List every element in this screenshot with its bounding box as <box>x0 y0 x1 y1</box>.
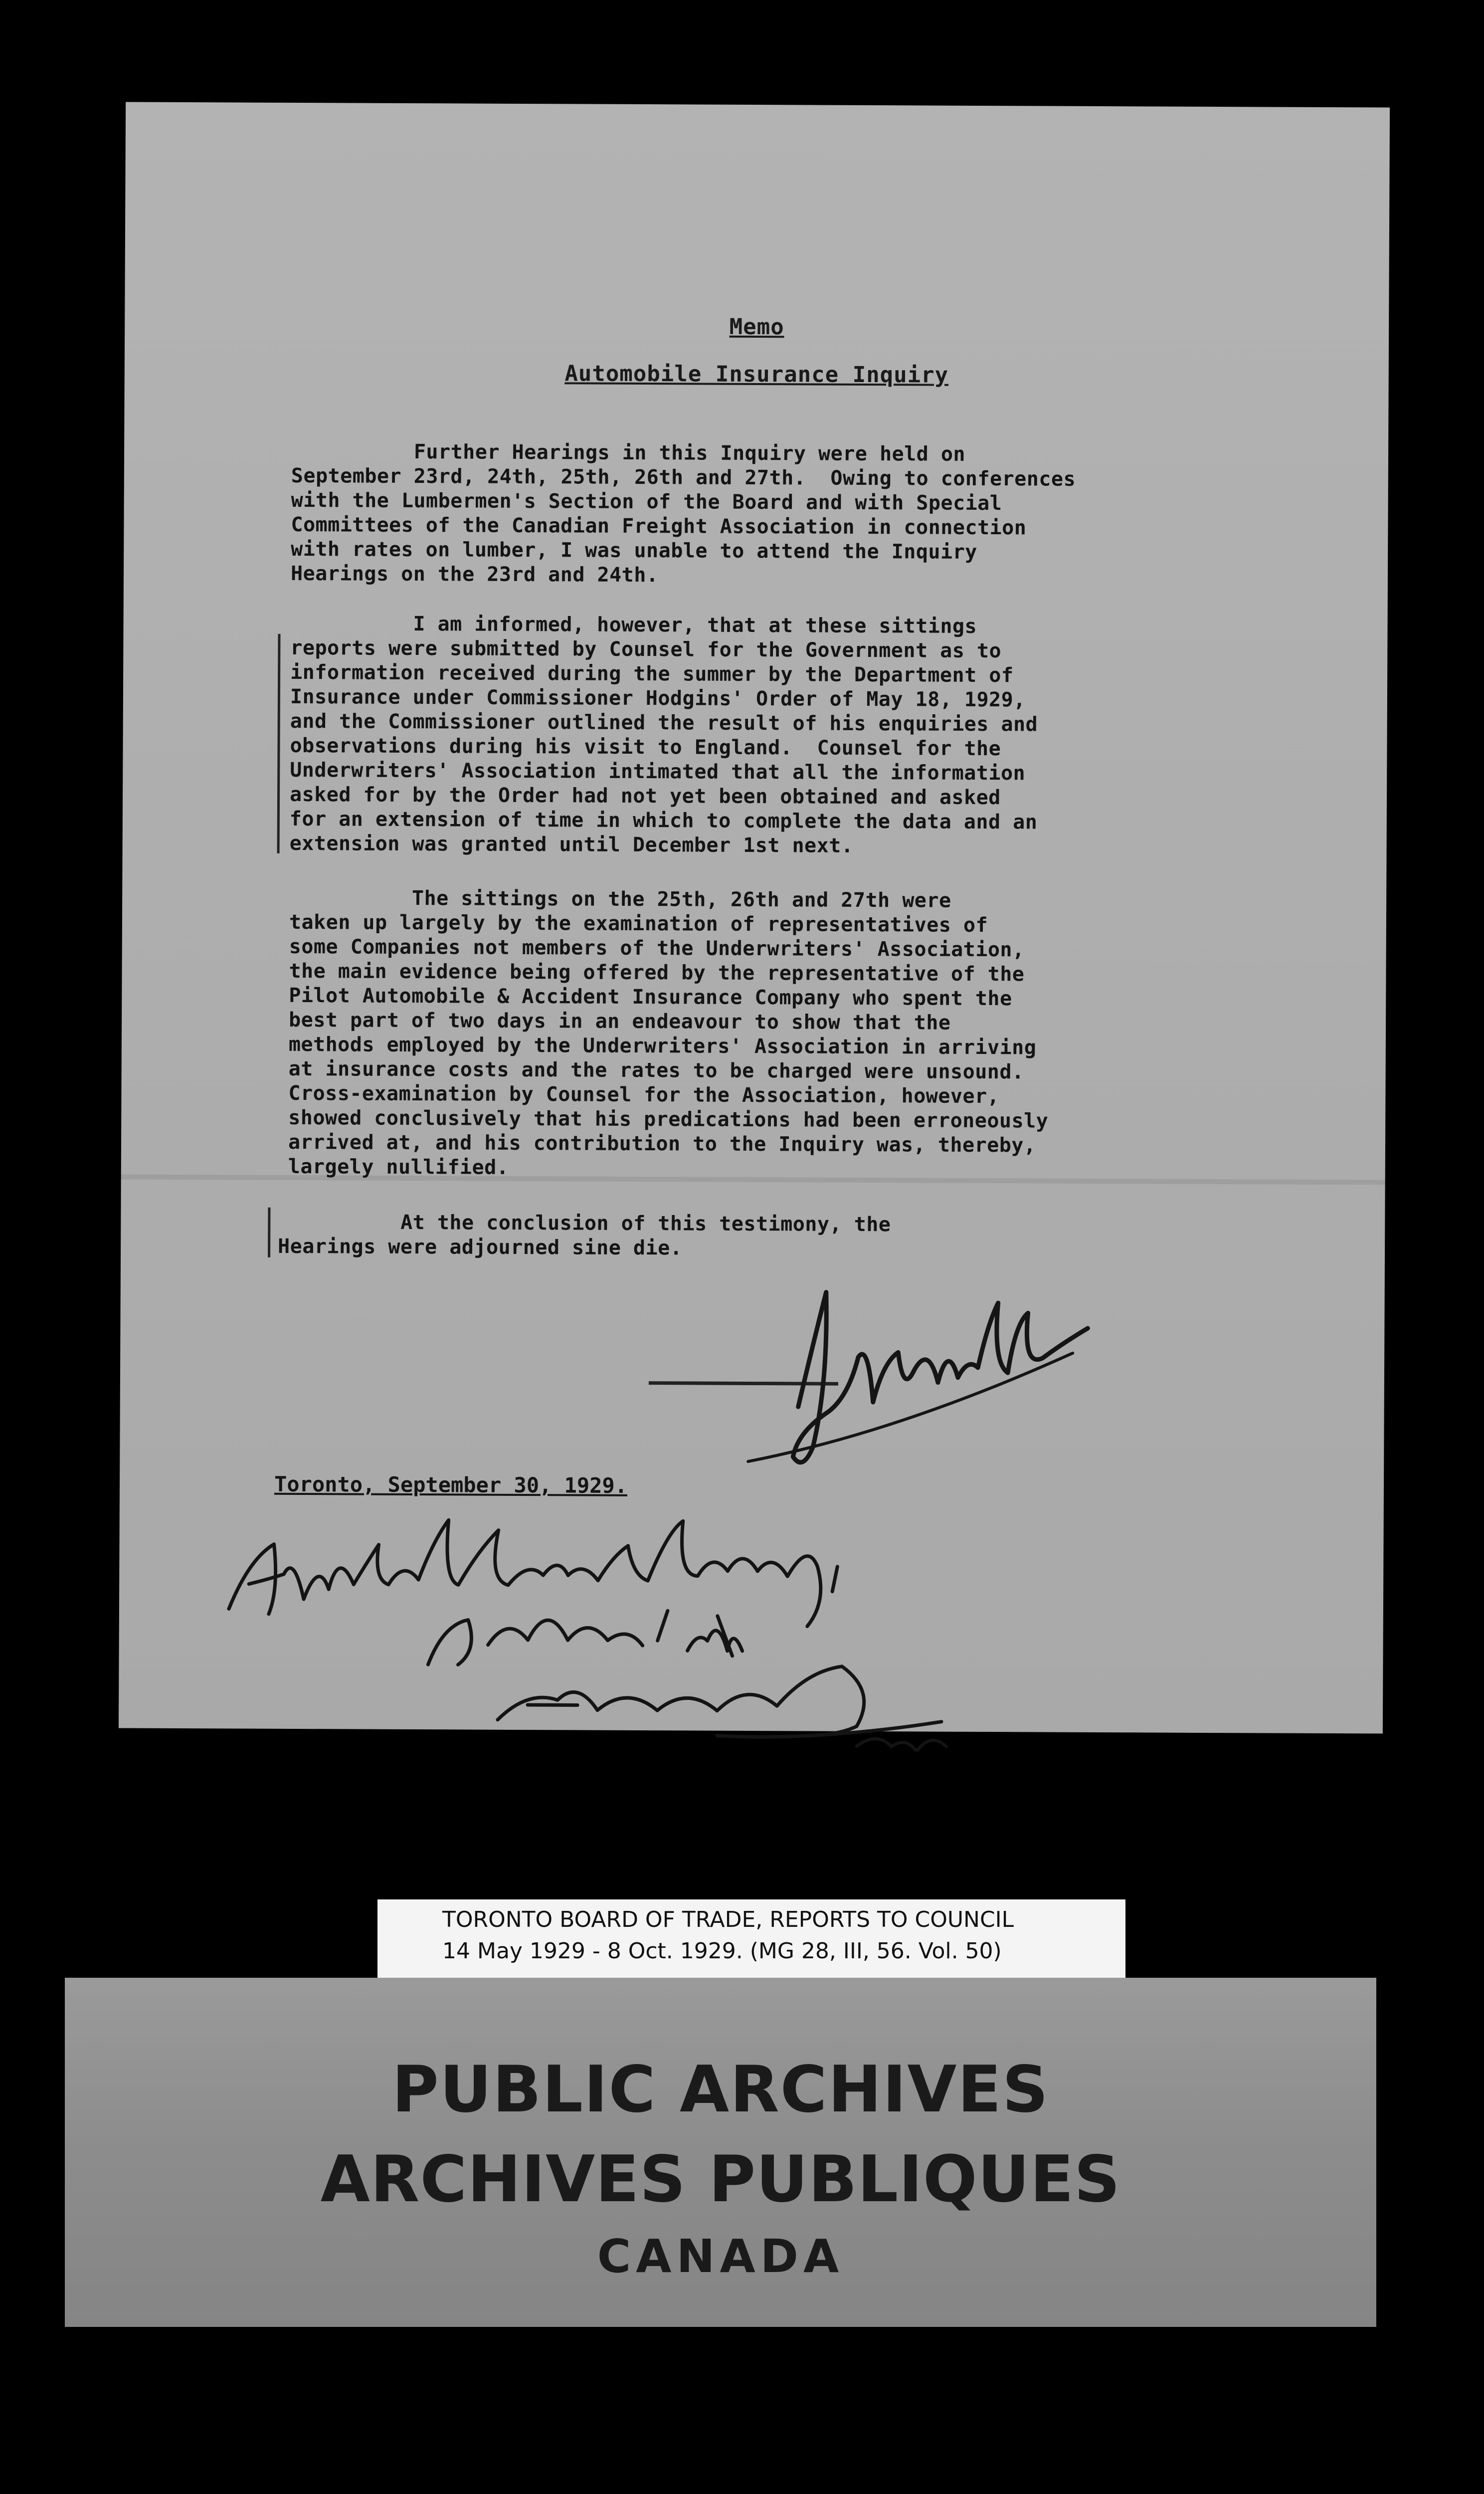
memo-subtitle: Automobile Insurance Inquiry <box>564 361 949 388</box>
marshall-signature-icon <box>648 1281 1098 1473</box>
stamp-line-english: PUBLIC ARCHIVES <box>392 2053 1049 2127</box>
reference-line-1: TORONTO BOARD OF TRADE, REPORTS TO COUNCIL <box>442 1907 1014 1932</box>
memo-page <box>119 102 1390 1733</box>
paragraph-hearings: Further Hearings in this Inquiry were held on September 23rd, 24th, 25th, 26th and 27th. Owing to conferences with the Lumbermen's Section of the Board and with Special Committees of the Canadian Freight Association in connection with rates on lumber, I was unable to attend the Inquiry Hearings on the 23rd and 24th. <box>290 439 1076 587</box>
public-archives-stamp <box>65 1978 1376 2327</box>
paragraph-reports: I am informed, however, that at these sittings reports were submitted by Counsel for the Government as to information received during the summer by the Department of Insurance under Commissioner Hodgins' Order of May 18, 1929, and the Commissioner outlined the result of his enquiries and observations during his visit to England. Counsel for the Underwriters' Association intimated that all the information asked for by the Order had not yet been obtained and asked for an extension of time in which to complete the data and an extension was granted until December 1st next. <box>289 612 1038 857</box>
place-date: Toronto, September 30, 1929. <box>274 1471 628 1498</box>
reference-line-2: 14 May 1929 - 8 Oct. 1929. (MG 28, III, 56. Vol. 50) <box>442 1938 1002 1964</box>
stamp-line-french: ARCHIVES PUBLIQUES <box>320 2142 1121 2217</box>
paragraph-conclusion: At the conclusion of this testimony, the Hearings were adjourned sine die. <box>278 1210 891 1260</box>
paragraph-sittings: The sittings on the 25th, 26th and 27th were taken up largely by the examination of representatives of some Companies not members of the Underwriters' Association, the main evidence being offered by the representative of the Pilot Automobile & Accident Insurance Company who spent the best part of two days in an endeavour to show that the methods employed by the Underwriters' Association in arriving at insurance costs and the rates to be charged were unsound. Cross-examination by Counsel for the Association, however, showed conclusively that his predications had been erroneously arrived at, and his contribution to the Inquiry was, thereby, largely nullified. <box>288 886 1049 1179</box>
margin-mark-paragraph-4 <box>268 1208 270 1257</box>
archive-reference-label <box>377 1899 1125 1980</box>
stamp-line-country: CANADA <box>597 2230 844 2283</box>
memo-title: Memo <box>729 314 784 340</box>
council-adoption-handwriting-icon <box>218 1499 1167 1752</box>
margin-mark-paragraph-2 <box>277 634 281 853</box>
